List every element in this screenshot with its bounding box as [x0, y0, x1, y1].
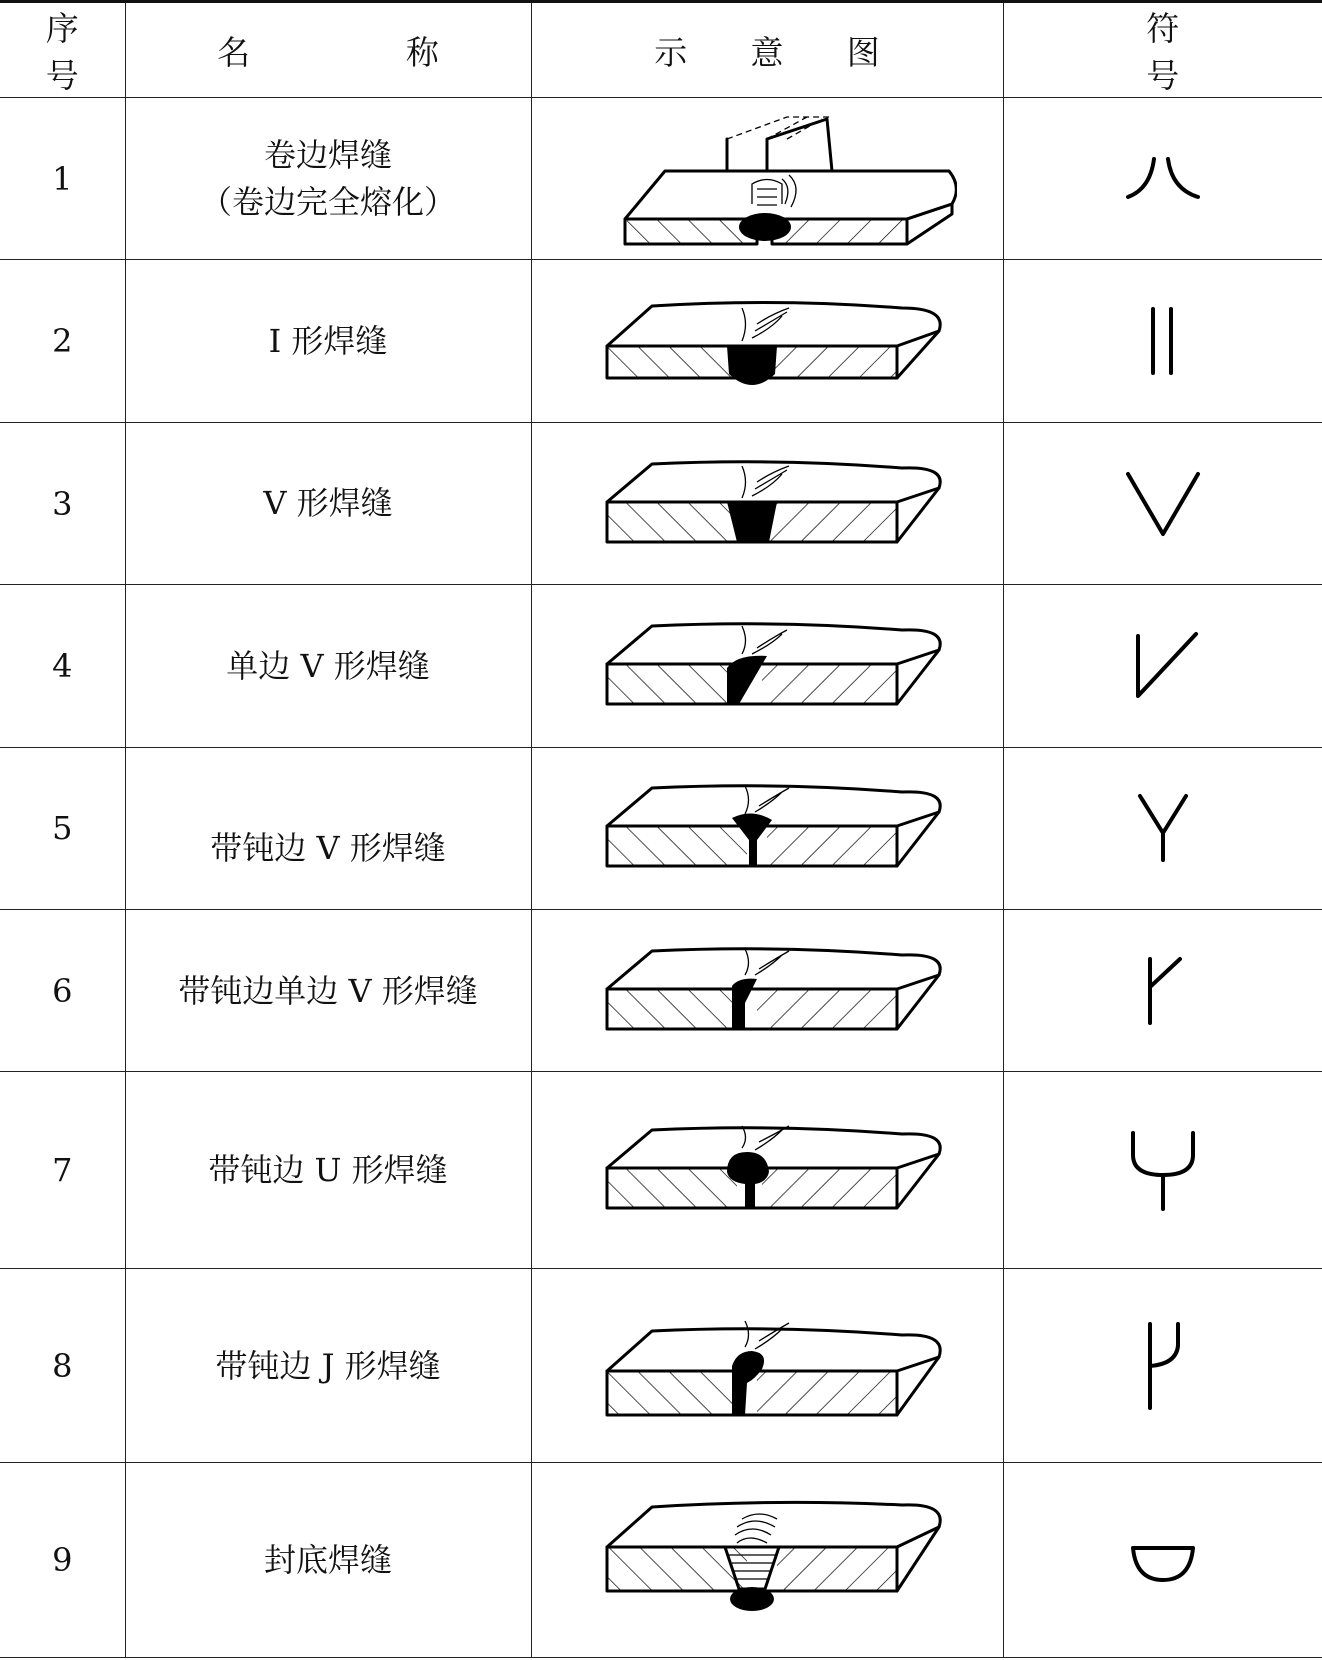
table-row [0, 260, 1322, 422]
row-index: 5 [0, 747, 125, 909]
row-index: 6 [0, 910, 125, 1072]
row-index: 3 [0, 422, 125, 584]
flanged-butt-weld-symbol [1003, 98, 1322, 260]
header-diagram: 示 意 图 [531, 2, 1003, 98]
table-row [0, 98, 1322, 260]
u-with-root-face-diagram [531, 1072, 1003, 1269]
bevel-with-root-face-symbol [1003, 910, 1322, 1072]
table-row [0, 747, 1322, 909]
row-index: 9 [0, 1463, 125, 1658]
row-name: 带钝边 V 形焊缝 [125, 747, 531, 909]
row-name: 封底焊缝 [125, 1463, 531, 1658]
table-row [0, 585, 1322, 747]
table-header-row [0, 2, 1322, 98]
square-butt-weld-symbol [1003, 260, 1322, 422]
header-index: 序 号 [0, 2, 125, 98]
row-index: 8 [0, 1268, 125, 1462]
header-symbol: 符 号 [1003, 2, 1322, 98]
flanged-weld-diagram [531, 98, 1003, 260]
square-weld-diagram [531, 260, 1003, 422]
backing-weld-diagram [531, 1463, 1003, 1658]
bevel-with-root-face-diagram [531, 910, 1003, 1072]
row-name: 带钝边单边 V 形焊缝 [125, 910, 531, 1072]
row-index: 2 [0, 260, 125, 422]
v-with-root-face-diagram [531, 747, 1003, 909]
row-name: 带钝边 U 形焊缝 [125, 1072, 531, 1269]
single-bevel-weld-symbol [1003, 585, 1322, 747]
row-name: V 形焊缝 [125, 422, 531, 584]
v-with-root-face-symbol [1003, 747, 1322, 909]
table-row [0, 422, 1322, 584]
table-row [0, 1072, 1322, 1269]
row-name [125, 98, 531, 260]
backing-weld-symbol [1003, 1463, 1322, 1658]
row-name: 带钝边 J 形焊缝 [125, 1268, 531, 1462]
row-name-note: （卷边完全熔化） [199, 182, 456, 221]
table-row [0, 1268, 1322, 1462]
single-bevel-weld-diagram [531, 585, 1003, 747]
v-butt-weld-symbol [1003, 422, 1322, 584]
header-name: 名 称 [125, 2, 531, 98]
table-row [0, 910, 1322, 1072]
v-weld-diagram [531, 422, 1003, 584]
table-row [0, 1463, 1322, 1658]
u-with-root-face-symbol [1003, 1072, 1322, 1269]
j-with-root-face-symbol [1003, 1268, 1322, 1462]
j-with-root-face-diagram [531, 1268, 1003, 1462]
row-index: 7 [0, 1072, 125, 1269]
row-index: 1 [0, 98, 125, 260]
row-name: 单边 V 形焊缝 [125, 585, 531, 747]
row-name: I 形焊缝 [125, 260, 531, 422]
row-name-main: 卷边焊缝 [263, 136, 392, 175]
row-index: 4 [0, 585, 125, 747]
